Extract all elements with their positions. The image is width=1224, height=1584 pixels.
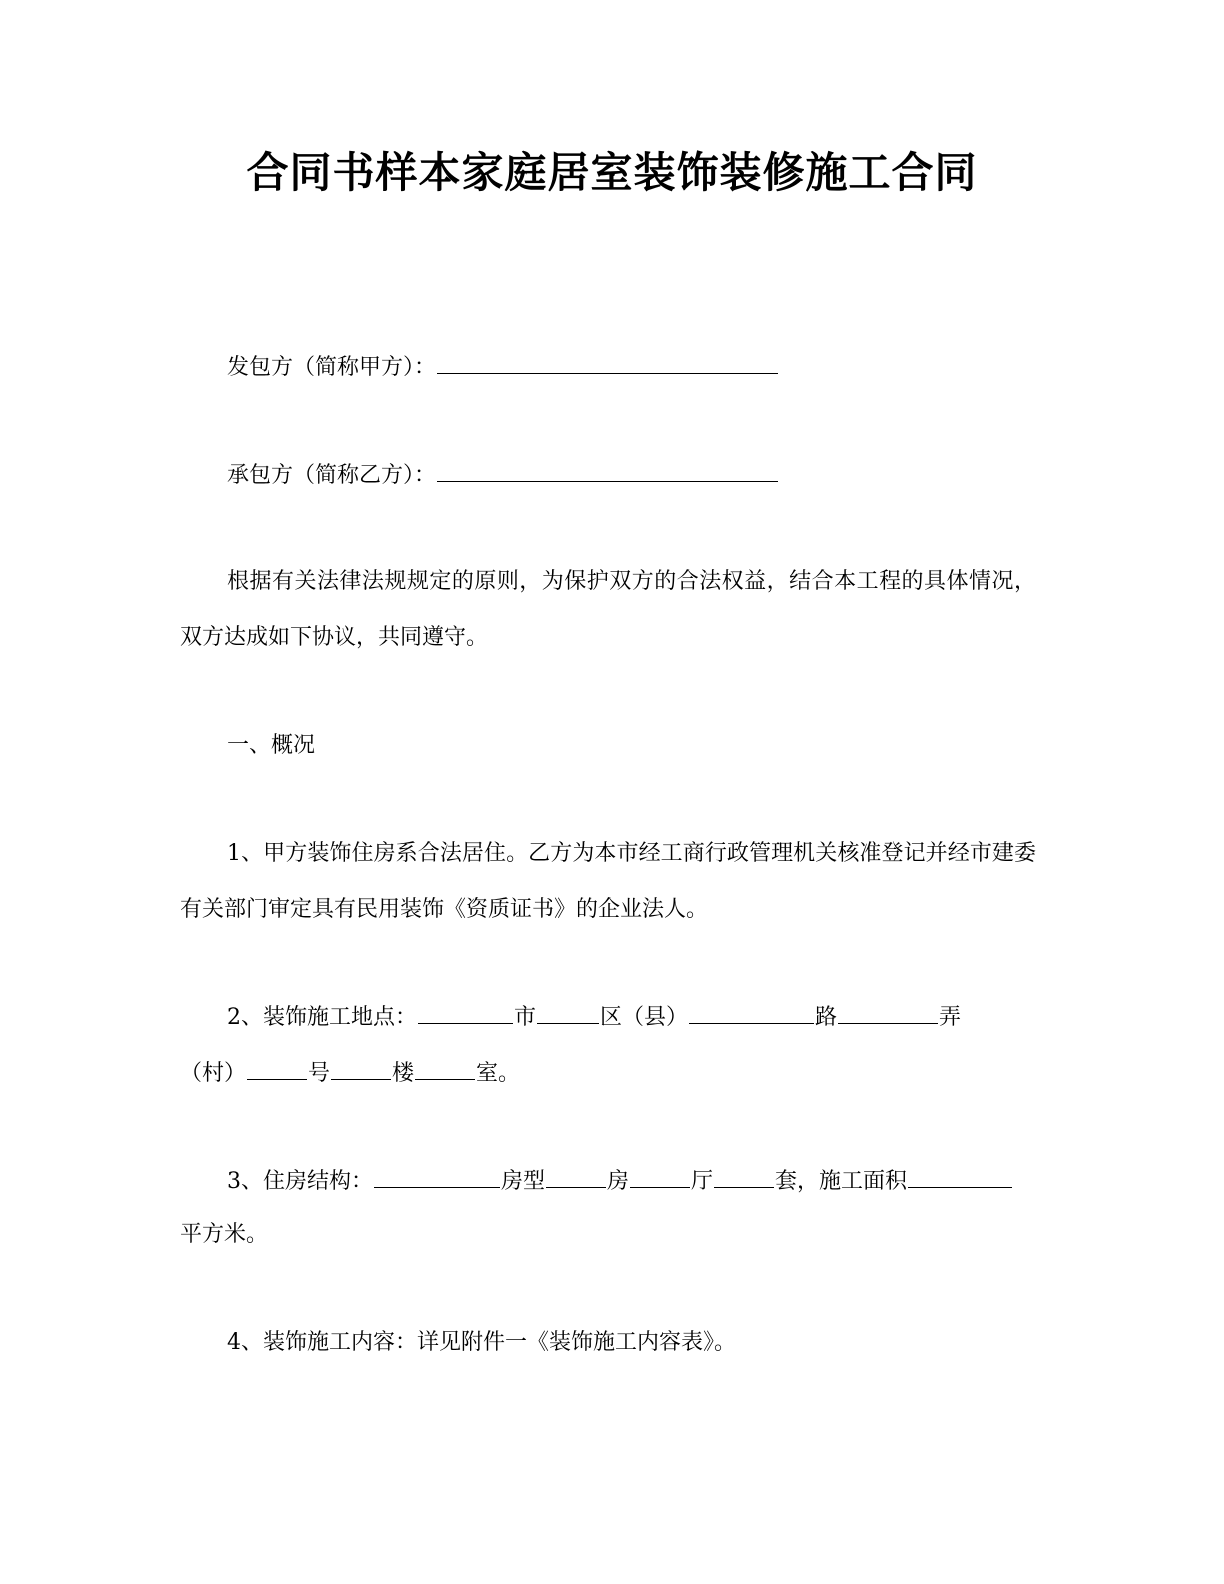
city-label: 市 [514, 1005, 537, 1030]
structure-blank[interactable] [374, 1165, 500, 1188]
rooms-label: 房 [607, 1169, 630, 1194]
room-blank[interactable] [415, 1057, 475, 1080]
type-label: 房型 [501, 1169, 546, 1194]
sets-label: 套，施工面积 [775, 1169, 908, 1194]
lane-blank[interactable] [838, 1001, 938, 1024]
party-b-label: 承包方（简称乙方）： [227, 463, 437, 488]
party-a-label: 发包方（简称甲方）： [227, 355, 437, 380]
clause-3-prefix: 3、住房结构： [227, 1169, 373, 1194]
party-a-line [227, 351, 779, 383]
district-blank[interactable] [537, 1001, 599, 1024]
room-label: 室。 [476, 1061, 521, 1086]
party-a-blank[interactable] [437, 351, 778, 374]
village-label: （村） [180, 1061, 247, 1086]
clause-3-line-2: 平方米。 [180, 1222, 269, 1247]
party-b-line [227, 459, 779, 491]
district-label: 区（县） [600, 1005, 689, 1030]
building-blank[interactable] [331, 1057, 391, 1080]
clause-2-line-2 [180, 1057, 520, 1089]
building-label: 楼 [392, 1061, 415, 1086]
sets-blank[interactable] [714, 1165, 774, 1188]
road-label: 路 [815, 1005, 838, 1030]
document-title: 合同书样本家庭居室装饰装修施工合同 [246, 148, 978, 197]
lane-label: 弄 [939, 1005, 962, 1030]
number-label: 号 [308, 1061, 331, 1086]
clause-2-prefix: 2、装饰施工地点： [227, 1005, 417, 1030]
clause-1: 1、甲方装饰住房系合法居住。乙方为本市经工商行政管理机关核准登记并经市建委有关部门审定具有民用装饰《资质证书》的企业法人。 [180, 841, 1036, 922]
clause-3-line-1 [227, 1165, 1013, 1197]
clause-4: 4、装饰施工内容：详见附件一《装饰施工内容表》。 [227, 1330, 736, 1355]
party-b-blank[interactable] [437, 459, 778, 482]
city-blank[interactable] [418, 1001, 513, 1024]
road-blank[interactable] [689, 1001, 814, 1024]
halls-blank[interactable] [630, 1165, 690, 1188]
rooms-blank[interactable] [546, 1165, 606, 1188]
area-blank[interactable] [908, 1165, 1012, 1188]
halls-label: 厅 [691, 1169, 714, 1194]
number-blank[interactable] [247, 1057, 307, 1080]
preamble-paragraph: 根据有关法律法规规定的原则，为保护双方的合法权益，结合本工程的具体情况，双方达成如下协议，共同遵守。 [180, 569, 1036, 650]
clause-2-line-1 [227, 1001, 961, 1033]
section1-heading: 一、概况 [227, 733, 316, 758]
